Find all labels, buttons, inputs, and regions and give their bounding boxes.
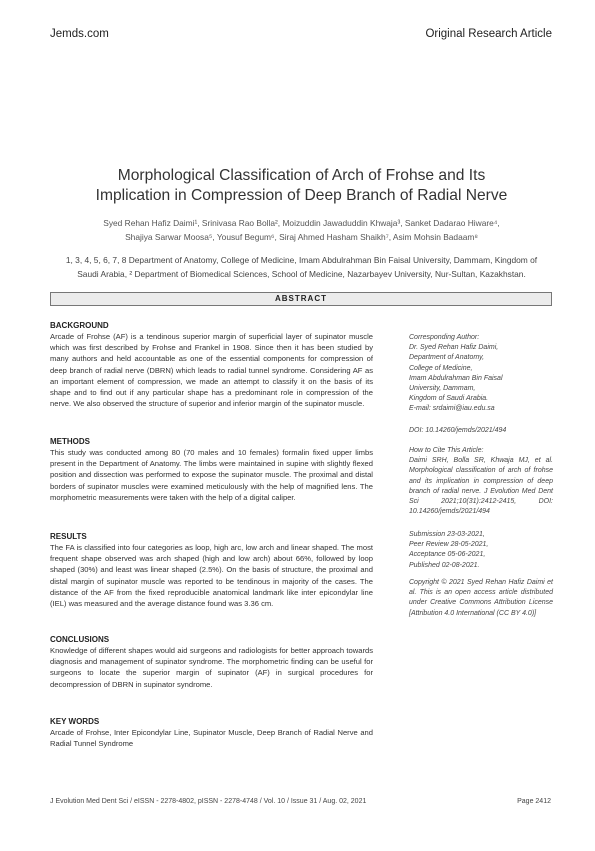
methods-text: This study was conducted among 80 (70 males and 10 females) formalin fixed upper limbs present in the Department of Anatomy. The limbs were maintained in supine with slightly flexed position and dissection was performed to expose the supinator muscle. The proximal and distal borders of supinator muscles were examined meticulously with the help of magnified lens. The morphometric measurements were taken with the help of a digital caliper. [50,448,373,502]
corresponding-author-block [409,333,553,415]
conclusions-text: Knowledge of different shapes would aid surgeons and radiologists for better approach towards diagnosis and management of supinator syndrome. The morphometric finding can be useful for surgeons to locate the superior margin of supinator (AF) in surgical procedures for decompression of DBRN in supinator syndrome. [50,646,373,689]
affiliation-line-1: 1, 3, 4, 5, 6, 7, 8 Department of Anatomy, College of Medicine, Imam Abdulrahman Bin Faisal University, Dammam, Kingdom of [65,255,538,265]
footer-journal-info: J Evolution Med Dent Sci / eISSN - 2278-4802, pISSN - 2278-4748 / Vol. 10 / Issue 31 / Aug. 02, 2021 [50,798,367,805]
methods-heading: METHODS [50,437,90,446]
affiliations [50,253,553,281]
keywords-text: Arcade of Frohse, Inter Epicondylar Line, Supinator Muscle, Deep Branch of Radial Nerve and Radial Tunnel Syndrome [50,728,373,749]
corresponding-line: Dr. Syed Rehan Hafiz Daimi, [409,344,499,352]
page-number: Page 2412 [517,798,551,805]
corresponding-line: College of Medicine, [409,364,473,372]
affiliation-line-2: Saudi Arabia, ² Department of Biomedical Sciences, School of Medicine, Nazarbayev University, Nur-Sultan, Kazakhstan. [77,269,526,279]
methods-section [50,436,373,503]
copyright-notice: Copyright © 2021 Syed Rehan Hafiz Daimi et al. This is an open access article distributed under Creative Commons Attribution License [Attribution 4.0 International (CC BY 4.0)] [409,579,553,617]
corresponding-line: Corresponding Author: [409,334,480,341]
date-line: Submission 23-03-2021, [409,531,485,538]
keywords-heading: KEY WORDS [50,717,100,726]
dates-block [409,530,553,571]
results-heading: RESULTS [50,532,87,541]
corresponding-line: University, Dammam, [409,385,476,393]
corresponding-line: Department of Anatomy, [409,354,485,362]
cite-text: Daimi SRH, Bolla SR, Khwaja MJ, et al. Morphological classification of arch of frohse and its implication in compression of deep branch of radial nerve. J Evolution Med Dent Sci 2021;10(31):2412-2415, DOI: 10.14260/jemds/2021/494 [409,457,553,516]
corresponding-email[interactable]: E-mail: srdaimi@iau.edu.sa [409,405,495,413]
authors-line-1: Syed Rehan Hafiz Daimi¹, Srinivasa Rao Bolla², Moizuddin Jawaduddin Khwaja³, Sanket Dadarao Hiware⁴, [103,218,500,228]
conclusions-section [50,634,373,690]
date-line: Published 02-08-2021. [409,561,480,569]
keywords-section [50,716,373,749]
journal-site: Jemds.com [50,28,109,40]
corresponding-line: Imam Abdulrahman Bin Faisal [409,374,503,382]
conclusions-heading: CONCLUSIONS [50,635,110,644]
date-line: Acceptance 05-06-2021, [409,551,486,559]
results-section [50,531,373,609]
background-section [50,320,373,409]
authors-line-2: Shajiya Sarwar Moosa⁵, Yousuf Begum⁶, Siraj Ahmed Hasham Shaikh⁷, Asim Mohsin Badaam⁸ [125,232,478,242]
author-list [50,216,553,244]
cite-label: How to Cite This Article: [409,447,484,454]
results-text: The FA is classified into four categories as loop, high arc, low arch and linear shaped. The most frequent shape observed was arch shaped (high and low arch) about 66%, followed by loop shaped (30%) and least was linear shaped (2.5%). On the basis of structure, the proximal and distal margin of supinator muscle was reported to be tendinous in majority of the cases. The distance of the AF from the fixed reproducible anatomical landmark like inter epicondylar line (IEL) was measured and the average distance found was 3.36 cm. [50,543,373,609]
title-line-1: Morphological Classification of Arch of Frohse and Its [117,167,486,184]
background-heading: BACKGROUND [50,321,109,330]
background-text: Arcade of Frohse (AF) is a tendinous superior margin of superficial layer of supinator muscle which was first described by Frohse and Frankel in 1908. Since then it has been studied by many authors and held accountable as one of the essential components for compression of deep branch of radial nerve (DBRN) which leads to radial tunnel syndrome. Considering AF as an important element of compression, we made an attempt to classify it on the basis of its shape and to find out if any particular shape has a predominant role in compression of the nerve. We also observed the structure of superior and inferior margin of the supinator muscle. [50,332,373,409]
cite-block [409,446,553,517]
title-line-2: Implication in Compression of Deep Branch of Radial Nerve [95,187,508,204]
abstract-header-bar: ABSTRACT [50,292,552,306]
article-type: Original Research Article [425,28,552,40]
corresponding-line: Kingdom of Saudi Arabia. [409,395,489,403]
date-line: Peer Review 28-05-2021, [409,541,489,549]
doi-line[interactable]: DOI: 10.14260/jemds/2021/494 [409,427,507,434]
article-title [50,166,553,206]
